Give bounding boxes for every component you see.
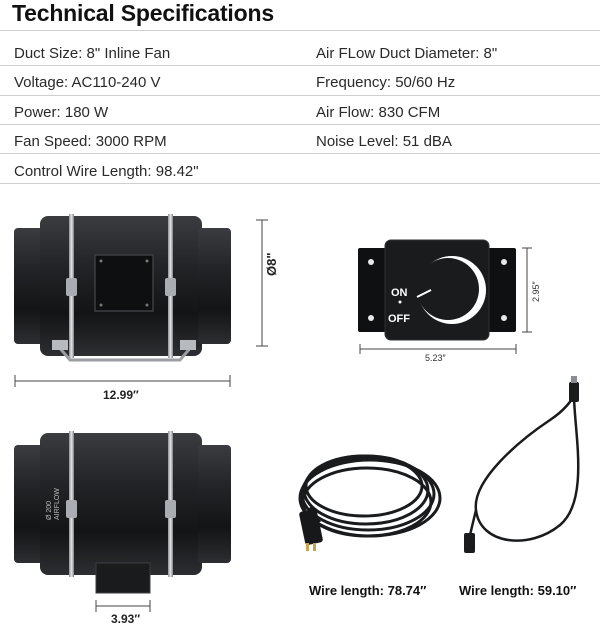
fan-diameter-label: Ø8" bbox=[264, 252, 279, 276]
power-cord-wire-length: Wire length: 78.74″ bbox=[309, 583, 427, 598]
controller-on-label: ON bbox=[391, 287, 408, 299]
spec-air-flow-duct-diameter: Air FLow Duct Diameter: 8" bbox=[316, 45, 498, 62]
page-title: Technical Specifications bbox=[12, 0, 274, 26]
fan-airflow-label bbox=[46, 488, 62, 520]
fan-airflow-label-line2: AIRFLOW bbox=[54, 488, 61, 520]
spec-voltage: Voltage: AC110-240 V bbox=[14, 74, 161, 91]
spec-fan-speed: Fan Speed: 3000 RPM bbox=[14, 133, 167, 150]
spec-duct-size: Duct Size: 8" Inline Fan bbox=[14, 45, 171, 62]
spec-noise-level: Noise Level: 51 dBA bbox=[316, 133, 452, 150]
fan-length-label: 12.99″ bbox=[103, 388, 139, 402]
spec-frequency: Frequency: 50/60 Hz bbox=[316, 74, 456, 91]
controller-off-label: OFF bbox=[388, 313, 410, 325]
controller-height-label: 2.95″ bbox=[531, 281, 541, 302]
fan-box-width-label: 3.93″ bbox=[111, 612, 141, 626]
control-cable-wire-length: Wire length: 59.10″ bbox=[459, 583, 577, 598]
spec-power: Power: 180 W bbox=[14, 104, 109, 121]
spec-control-wire-length: Control Wire Length: 98.42" bbox=[14, 163, 199, 180]
controller-width-label: 5.23″ bbox=[425, 353, 446, 363]
fan-airflow-label-line1: Ø 200 bbox=[46, 500, 53, 520]
spec-air-flow: Air Flow: 830 CFM bbox=[316, 104, 441, 121]
